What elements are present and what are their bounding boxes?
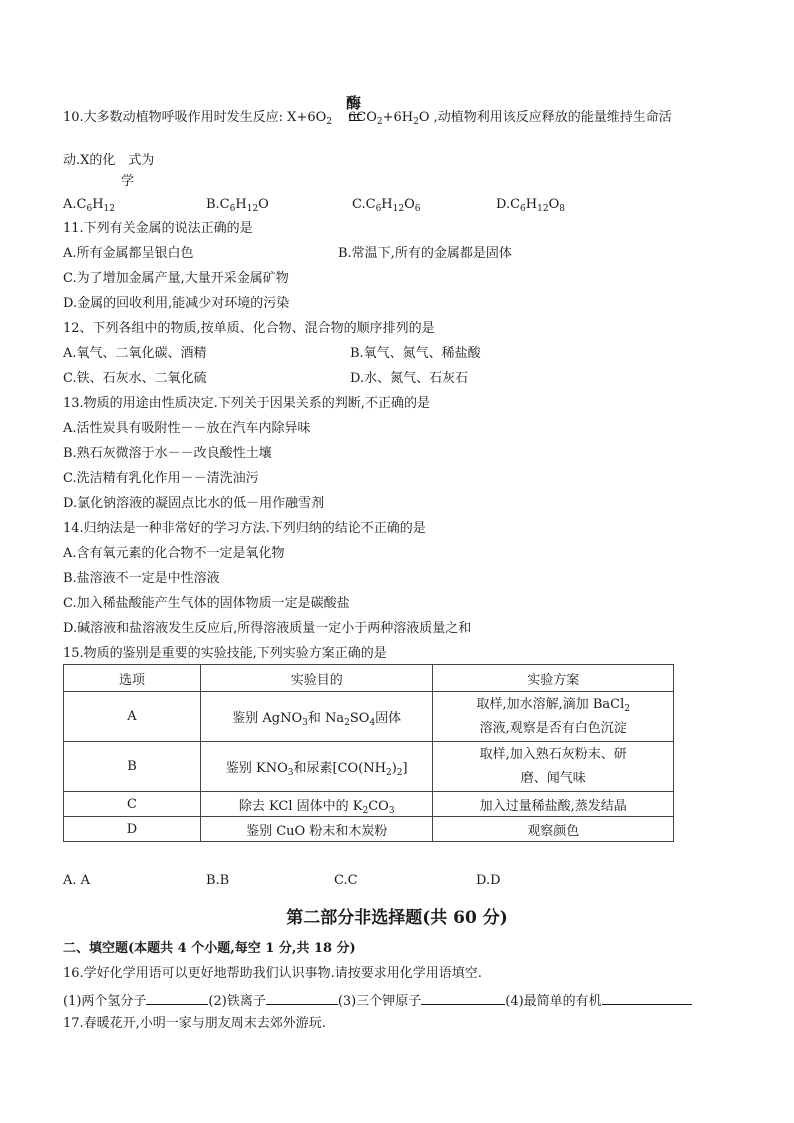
- q15-option-c: C.C: [334, 873, 358, 888]
- q14-stem: 14.归纳法是一种非常好的学习方法.下列归纳的结论不正确的是: [63, 521, 426, 536]
- q10-option-a: $A.C_6H_{12}$: [63, 197, 115, 214]
- q14-option-c: C.加入稀盐酸能产生气体的固体物质一定是碳酸盐: [63, 596, 350, 611]
- row-goal: 鉴别 $KNO_3$和尿素$[CO(NH_2)_2]$: [200, 742, 433, 792]
- q14-option-b: B.盐溶液不一定是中性溶液: [63, 571, 220, 586]
- q10-option-c: $C.C_6H_{12}O_6$: [352, 197, 421, 214]
- q12-option-b: B.氧气、氮气、稀盐酸: [350, 346, 481, 361]
- row-option: D: [64, 817, 201, 842]
- enzyme-catalyst-label: 酶: [346, 94, 362, 112]
- q10-option-b: $B.C_6H_{12}O$: [206, 197, 269, 214]
- answer-blank-4[interactable]: [602, 990, 692, 1005]
- q14-option-d: D.碱溶液和盐溶液发生反应后,所得溶液质量一定小于两种溶液质量之和: [63, 621, 472, 636]
- row-plan: 取样,加水溶解,滴加 BaCl$_2$ 溶液,观察是否有白色沉淀: [433, 692, 674, 742]
- table-row: [64, 792, 674, 817]
- table-row: [64, 817, 674, 842]
- q15-option-a: A. A: [63, 873, 91, 888]
- q11-option-d: D.金属的回收利用,能减少对环境的污染: [63, 296, 290, 311]
- q13-option-c: C.洗洁精有乳化作用－－清洗油污: [63, 471, 259, 486]
- q12-option-a: A.氧气、二氧化碳、酒精: [63, 346, 207, 361]
- q16-item-1: (1)两个氢分子: [63, 994, 147, 1009]
- q10-stem: 10.大多数动植物呼吸作用时发生反应: $X+6O_2$ $6CO_2+6H_2O$ ,动植物利用该反应释放的能量维持生命活: [63, 110, 672, 127]
- q15-option-d: D.D: [476, 873, 501, 888]
- q16-items: [63, 990, 692, 1011]
- q12-option-c: C.铁、石灰水、二氧化硫: [63, 371, 207, 386]
- row-plan: 加入过量稀盐酸,蒸发结晶: [433, 792, 674, 817]
- q16-stem: 16.学好化学用语可以更好地帮助我们认识事物.请按要求用化学用语填空.: [63, 966, 482, 981]
- table-row: [64, 692, 674, 742]
- q16-item-4: (4)最简单的有机: [505, 994, 602, 1009]
- table-row: [64, 742, 674, 792]
- header-goal: 实验目的: [200, 665, 433, 692]
- q15-option-b: B.B: [206, 873, 230, 888]
- q16-item-2: (2)铁离子: [208, 994, 266, 1009]
- q12-option-d: D.水、氮气、石灰石: [350, 371, 469, 386]
- row-option: C: [64, 792, 201, 817]
- table-header-row: [64, 665, 674, 692]
- row-plan: 取样,加入熟石灰粉末、研 磨、闻气味: [433, 742, 674, 792]
- q14-option-a: A.含有氧元素的化合物不一定是氧化物: [63, 546, 285, 561]
- q13-stem: 13.物质的用途由性质决定.下列关于因果关系的判断,不正确的是: [63, 396, 430, 411]
- q11-option-a: A.所有金属都呈银白色: [63, 246, 194, 261]
- part2-title: 第二部分非选择题(共 60 分): [286, 908, 508, 928]
- q17-stem: 17.春暖花开,小明一家与朋友周末去郊外游玩.: [63, 1016, 326, 1031]
- row-goal: 鉴别 AgNO$_3$和 $Na_2SO_4$固体: [200, 692, 433, 742]
- experiment-table: [63, 664, 674, 842]
- row-option: B: [64, 742, 201, 792]
- q10-stem-line2: 动.X的化 式为: [63, 153, 155, 168]
- row-option: A: [64, 692, 201, 742]
- q11-option-c: C.为了增加金属产量,大量开采金属矿物: [63, 271, 289, 286]
- row-goal: 除去 KCl 固体中的 $K_2CO_3$: [200, 792, 433, 817]
- q15-stem: 15.物质的鉴别是重要的实验技能,下列实验方案正确的是: [63, 646, 387, 661]
- q13-option-d: D.氯化钠溶液的凝固点比水的低－用作融雪剂: [63, 496, 325, 511]
- q13-option-b: B.熟石灰微溶于水－－改良酸性土壤: [63, 446, 272, 461]
- row-plan: 观察颜色: [433, 817, 674, 842]
- q16-item-3: (3)三个钾原子: [337, 994, 422, 1009]
- q13-option-a: A.活性炭具有吸附性－－放在汽车内除异味: [63, 421, 311, 436]
- answer-blank-3[interactable]: [421, 990, 505, 1005]
- row-goal: 鉴别 CuO 粉末和木炭粉: [200, 817, 433, 842]
- answer-blank-2[interactable]: [266, 990, 338, 1005]
- answer-blank-1[interactable]: [146, 990, 208, 1005]
- q10-option-d: $D.C_6H_{12}O_8$: [496, 197, 565, 214]
- stray-character: 学: [121, 174, 135, 189]
- header-option: 选项: [64, 665, 201, 692]
- q11-option-b: B.常温下,所有的金属都是固体: [338, 246, 512, 261]
- q12-stem: 12、下列各组中的物质,按单质、化合物、混合物的顺序排列的是: [63, 321, 435, 336]
- q11-stem: 11.下列有关金属的说法正确的是: [63, 221, 253, 236]
- header-plan: 实验方案: [433, 665, 674, 692]
- section-heading: 二、填空题(本题共 4 个小题,每空 1 分,共 18 分): [63, 941, 356, 956]
